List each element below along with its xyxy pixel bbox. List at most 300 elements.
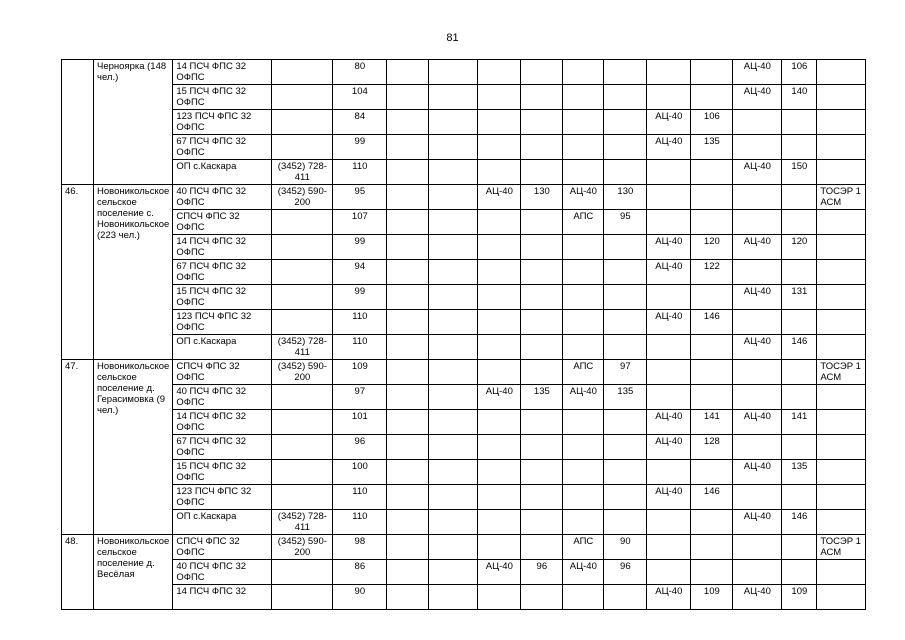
value-cell — [387, 385, 429, 410]
extra-cell — [817, 560, 866, 585]
value-cell — [563, 85, 604, 110]
value-cell — [604, 435, 647, 460]
value-cell — [521, 160, 563, 185]
distance-cell: 110 — [333, 510, 387, 535]
value-cell — [387, 260, 429, 285]
value-cell — [604, 510, 647, 535]
value-cell — [691, 535, 733, 560]
value-cell — [429, 60, 478, 85]
value-cell — [478, 360, 521, 385]
value-cell — [604, 310, 647, 335]
extra-cell — [817, 385, 866, 410]
value-cell — [387, 110, 429, 135]
value-cell: АЦ-40 — [647, 260, 691, 285]
phone-cell — [272, 210, 333, 235]
unit-cell: 14 ПСЧ ФПС 32 ОФПС — [173, 60, 272, 85]
phone-cell — [272, 135, 333, 160]
extra-cell — [817, 235, 866, 260]
table-row — [62, 285, 866, 310]
value-cell — [387, 210, 429, 235]
value-cell — [563, 460, 604, 485]
table-row — [62, 510, 866, 535]
value-cell — [387, 60, 429, 85]
value-cell — [647, 560, 691, 585]
value-cell — [387, 285, 429, 310]
value-cell — [691, 60, 733, 85]
settlement-cell: Новоникольское сельское поселение с. Новоникольское (223 чел.) — [94, 185, 173, 360]
value-cell — [387, 535, 429, 560]
table-row — [62, 460, 866, 485]
phone-cell — [272, 110, 333, 135]
value-cell — [429, 410, 478, 435]
unit-cell: 15 ПСЧ ФПС 32 ОФПС — [173, 85, 272, 110]
value-cell: АЦ-40 — [563, 385, 604, 410]
extra-cell — [817, 285, 866, 310]
distance-cell: 99 — [333, 135, 387, 160]
value-cell — [521, 535, 563, 560]
value-cell — [604, 60, 647, 85]
value-cell: АПС — [563, 360, 604, 385]
value-cell — [429, 310, 478, 335]
phone-cell — [272, 85, 333, 110]
value-cell — [478, 410, 521, 435]
extra-cell: ТОСЭР 1 АСМ — [817, 535, 866, 560]
value-cell — [429, 335, 478, 360]
value-cell — [429, 485, 478, 510]
value-cell: АПС — [563, 535, 604, 560]
value-cell: АЦ-40 — [647, 485, 691, 510]
value-cell — [478, 60, 521, 85]
value-cell — [521, 485, 563, 510]
value-cell — [647, 285, 691, 310]
value-cell — [521, 435, 563, 460]
value-cell — [521, 210, 563, 235]
distance-cell: 109 — [333, 360, 387, 385]
value-cell: 130 — [521, 185, 563, 210]
value-cell: 120 — [691, 235, 733, 260]
phone-cell — [272, 410, 333, 435]
distance-cell: 99 — [333, 285, 387, 310]
value-cell — [521, 410, 563, 435]
value-cell — [782, 185, 817, 210]
value-cell: 90 — [604, 535, 647, 560]
row-number: 48. — [62, 535, 94, 610]
value-cell — [782, 360, 817, 385]
table-row — [62, 360, 866, 385]
table-row — [62, 485, 866, 510]
value-cell — [478, 335, 521, 360]
value-cell — [387, 235, 429, 260]
distance-cell: 110 — [333, 485, 387, 510]
value-cell — [521, 110, 563, 135]
value-cell: АЦ-40 — [733, 585, 782, 610]
value-cell — [782, 310, 817, 335]
unit-cell: 67 ПСЧ ФПС 32 ОФПС — [173, 260, 272, 285]
extra-cell — [817, 485, 866, 510]
value-cell — [647, 210, 691, 235]
extra-cell — [817, 585, 866, 610]
extra-cell — [817, 310, 866, 335]
value-cell: 120 — [782, 235, 817, 260]
value-cell — [647, 360, 691, 385]
value-cell — [563, 260, 604, 285]
value-cell — [387, 85, 429, 110]
value-cell — [647, 185, 691, 210]
value-cell: АЦ-40 — [733, 160, 782, 185]
settlement-cell: Новоникольское сельское поселение д. Весёлая — [94, 535, 173, 610]
unit-cell: 40 ПСЧ ФПС 32 ОФПС — [173, 560, 272, 585]
value-cell — [647, 510, 691, 535]
value-cell — [478, 510, 521, 535]
value-cell: 135 — [691, 135, 733, 160]
value-cell — [387, 460, 429, 485]
value-cell: 131 — [782, 285, 817, 310]
settlement-cell: Черноярка (148 чел.) — [94, 60, 173, 185]
value-cell — [478, 110, 521, 135]
value-cell: 140 — [782, 85, 817, 110]
value-cell — [647, 85, 691, 110]
unit-cell: СПСЧ ФПС 32 ОФПС — [173, 535, 272, 560]
table-row — [62, 260, 866, 285]
unit-cell: 14 ПСЧ ФПС 32 ОФПС — [173, 410, 272, 435]
value-cell — [563, 285, 604, 310]
value-cell — [563, 410, 604, 435]
phone-cell — [272, 485, 333, 510]
value-cell — [782, 135, 817, 160]
value-cell — [387, 560, 429, 585]
value-cell: 150 — [782, 160, 817, 185]
value-cell — [429, 185, 478, 210]
extra-cell: ТОСЭР 1 АСМ — [817, 185, 866, 210]
value-cell — [691, 460, 733, 485]
value-cell — [563, 60, 604, 85]
value-cell: 109 — [782, 585, 817, 610]
value-cell — [478, 285, 521, 310]
value-cell — [429, 560, 478, 585]
unit-cell: 40 ПСЧ ФПС 32 ОФПС — [173, 185, 272, 210]
value-cell — [691, 85, 733, 110]
value-cell: АЦ-40 — [478, 385, 521, 410]
value-cell — [387, 335, 429, 360]
table-row — [62, 310, 866, 335]
value-cell — [733, 385, 782, 410]
value-cell: 141 — [782, 410, 817, 435]
value-cell — [521, 335, 563, 360]
distance-cell: 94 — [333, 260, 387, 285]
value-cell — [387, 585, 429, 610]
value-cell — [429, 160, 478, 185]
value-cell — [563, 235, 604, 260]
unit-cell: ОП с.Каскара — [173, 335, 272, 360]
value-cell — [604, 110, 647, 135]
value-cell — [521, 235, 563, 260]
value-cell: АЦ-40 — [563, 560, 604, 585]
table-body — [62, 60, 866, 610]
unit-cell: 123 ПСЧ ФПС 32 ОФПС — [173, 485, 272, 510]
value-cell: АЦ-40 — [647, 135, 691, 160]
value-cell — [733, 435, 782, 460]
distance-cell: 86 — [333, 560, 387, 585]
value-cell: АЦ-40 — [647, 310, 691, 335]
row-number: 46. — [62, 185, 94, 360]
page-number: 81 — [446, 32, 459, 44]
table-row — [62, 210, 866, 235]
phone-cell — [272, 385, 333, 410]
value-cell: 96 — [521, 560, 563, 585]
value-cell — [478, 535, 521, 560]
value-cell — [733, 560, 782, 585]
distance-cell: 90 — [333, 585, 387, 610]
value-cell — [782, 210, 817, 235]
value-cell — [691, 335, 733, 360]
table-row — [62, 410, 866, 435]
value-cell — [563, 435, 604, 460]
value-cell: АЦ-40 — [647, 235, 691, 260]
value-cell — [604, 85, 647, 110]
value-cell — [604, 285, 647, 310]
value-cell: АПС — [563, 210, 604, 235]
table-row — [62, 60, 866, 85]
value-cell — [387, 310, 429, 335]
value-cell — [782, 260, 817, 285]
phone-cell: (3452) 728-411 — [272, 335, 333, 360]
value-cell — [691, 510, 733, 535]
table-row — [62, 185, 866, 210]
value-cell: АЦ-40 — [478, 560, 521, 585]
value-cell: АЦ-40 — [733, 235, 782, 260]
value-cell — [604, 235, 647, 260]
value-cell — [647, 335, 691, 360]
value-cell — [604, 460, 647, 485]
phone-cell — [272, 460, 333, 485]
value-cell — [782, 485, 817, 510]
value-cell — [429, 385, 478, 410]
value-cell — [429, 235, 478, 260]
value-cell — [478, 160, 521, 185]
value-cell — [478, 235, 521, 260]
phone-cell: (3452) 590-200 — [272, 535, 333, 560]
extra-cell — [817, 410, 866, 435]
value-cell — [429, 510, 478, 535]
distance-cell: 101 — [333, 410, 387, 435]
value-cell — [691, 285, 733, 310]
distance-cell: 80 — [333, 60, 387, 85]
value-cell — [521, 60, 563, 85]
table-row — [62, 385, 866, 410]
value-cell — [691, 560, 733, 585]
value-cell — [647, 160, 691, 185]
unit-cell: ОП с.Каскара — [173, 160, 272, 185]
extra-cell — [817, 160, 866, 185]
table-row — [62, 585, 866, 610]
table-row — [62, 560, 866, 585]
extra-cell: ТОСЭР 1 АСМ — [817, 360, 866, 385]
phone-cell — [272, 235, 333, 260]
value-cell — [563, 135, 604, 160]
value-cell — [691, 360, 733, 385]
value-cell: 95 — [604, 210, 647, 235]
value-cell — [387, 185, 429, 210]
distance-cell: 110 — [333, 160, 387, 185]
unit-cell: 14 ПСЧ ФПС 32 — [173, 585, 272, 610]
value-cell: АЦ-40 — [647, 410, 691, 435]
value-cell — [733, 310, 782, 335]
value-cell: 106 — [691, 110, 733, 135]
value-cell — [387, 135, 429, 160]
value-cell — [604, 135, 647, 160]
value-cell — [521, 510, 563, 535]
phone-cell: (3452) 590-200 — [272, 360, 333, 385]
value-cell — [429, 110, 478, 135]
value-cell — [782, 385, 817, 410]
value-cell — [647, 385, 691, 410]
value-cell: 97 — [604, 360, 647, 385]
value-cell — [387, 410, 429, 435]
distance-cell: 95 — [333, 185, 387, 210]
value-cell — [604, 260, 647, 285]
value-cell: 146 — [782, 510, 817, 535]
unit-cell: 67 ПСЧ ФПС 32 ОФПС — [173, 435, 272, 460]
value-cell — [521, 260, 563, 285]
value-cell — [521, 460, 563, 485]
settlement-cell: Новоникольское сельское поселение д. Герасимовка (9 чел.) — [94, 360, 173, 535]
value-cell — [563, 510, 604, 535]
table-row — [62, 135, 866, 160]
value-cell — [521, 135, 563, 160]
value-cell — [387, 360, 429, 385]
value-cell — [647, 535, 691, 560]
phone-cell — [272, 560, 333, 585]
distance-cell: 84 — [333, 110, 387, 135]
extra-cell — [817, 210, 866, 235]
extra-cell — [817, 110, 866, 135]
value-cell — [733, 360, 782, 385]
row-number — [62, 60, 94, 185]
phone-cell: (3452) 728-411 — [272, 160, 333, 185]
table-row — [62, 85, 866, 110]
value-cell — [733, 135, 782, 160]
value-cell: АЦ-40 — [733, 85, 782, 110]
value-cell: 135 — [782, 460, 817, 485]
table-row — [62, 110, 866, 135]
value-cell: АЦ-40 — [647, 585, 691, 610]
value-cell: 146 — [691, 310, 733, 335]
value-cell — [429, 535, 478, 560]
extra-cell — [817, 510, 866, 535]
value-cell — [429, 135, 478, 160]
phone-cell — [272, 260, 333, 285]
unit-cell: 14 ПСЧ ФПС 32 ОФПС — [173, 235, 272, 260]
extra-cell — [817, 435, 866, 460]
value-cell — [691, 160, 733, 185]
value-cell — [429, 435, 478, 460]
value-cell — [387, 485, 429, 510]
value-cell: АЦ-40 — [647, 435, 691, 460]
extra-cell — [817, 60, 866, 85]
table-row — [62, 335, 866, 360]
extra-cell — [817, 135, 866, 160]
value-cell — [429, 285, 478, 310]
value-cell: АЦ-40 — [563, 185, 604, 210]
value-cell — [782, 435, 817, 460]
table-row — [62, 435, 866, 460]
distance-cell: 98 — [333, 535, 387, 560]
distance-cell: 97 — [333, 385, 387, 410]
value-cell: АЦ-40 — [733, 335, 782, 360]
distance-cell: 110 — [333, 335, 387, 360]
value-cell: 109 — [691, 585, 733, 610]
value-cell: АЦ-40 — [647, 110, 691, 135]
value-cell: АЦ-40 — [733, 510, 782, 535]
value-cell — [604, 410, 647, 435]
value-cell — [563, 585, 604, 610]
value-cell — [733, 535, 782, 560]
value-cell — [604, 585, 647, 610]
value-cell: 128 — [691, 435, 733, 460]
value-cell — [647, 460, 691, 485]
table-row — [62, 235, 866, 260]
value-cell — [782, 535, 817, 560]
value-cell — [563, 110, 604, 135]
value-cell — [563, 335, 604, 360]
value-cell — [691, 385, 733, 410]
phone-cell — [272, 285, 333, 310]
distance-cell: 100 — [333, 460, 387, 485]
value-cell: 135 — [521, 385, 563, 410]
value-cell — [563, 310, 604, 335]
extra-cell — [817, 85, 866, 110]
value-cell — [429, 585, 478, 610]
extra-cell — [817, 335, 866, 360]
value-cell — [563, 160, 604, 185]
value-cell — [429, 460, 478, 485]
value-cell — [478, 210, 521, 235]
value-cell — [429, 85, 478, 110]
value-cell — [387, 435, 429, 460]
value-cell: 96 — [604, 560, 647, 585]
value-cell — [733, 260, 782, 285]
phone-cell: (3452) 728-411 — [272, 510, 333, 535]
value-cell — [478, 585, 521, 610]
value-cell: АЦ-40 — [733, 60, 782, 85]
unit-cell: 123 ПСЧ ФПС 32 ОФПС — [173, 110, 272, 135]
table-row — [62, 535, 866, 560]
phone-cell — [272, 60, 333, 85]
phone-cell — [272, 435, 333, 460]
value-cell — [478, 435, 521, 460]
unit-cell: 67 ПСЧ ФПС 32 ОФПС — [173, 135, 272, 160]
unit-cell: 123 ПСЧ ФПС 32 ОФПС — [173, 310, 272, 335]
distance-cell: 96 — [333, 435, 387, 460]
value-cell: АЦ-40 — [733, 285, 782, 310]
unit-cell: 40 ПСЧ ФПС 32 ОФПС — [173, 385, 272, 410]
phone-cell — [272, 310, 333, 335]
fire-response-table — [61, 59, 866, 610]
value-cell — [478, 260, 521, 285]
value-cell — [429, 210, 478, 235]
unit-cell: СПСЧ ФПС 32 ОФПС — [173, 210, 272, 235]
value-cell — [478, 485, 521, 510]
value-cell — [387, 510, 429, 535]
value-cell — [733, 485, 782, 510]
value-cell — [521, 360, 563, 385]
distance-cell: 107 — [333, 210, 387, 235]
value-cell — [521, 310, 563, 335]
value-cell — [478, 310, 521, 335]
value-cell — [782, 560, 817, 585]
value-cell — [733, 210, 782, 235]
distance-cell: 99 — [333, 235, 387, 260]
